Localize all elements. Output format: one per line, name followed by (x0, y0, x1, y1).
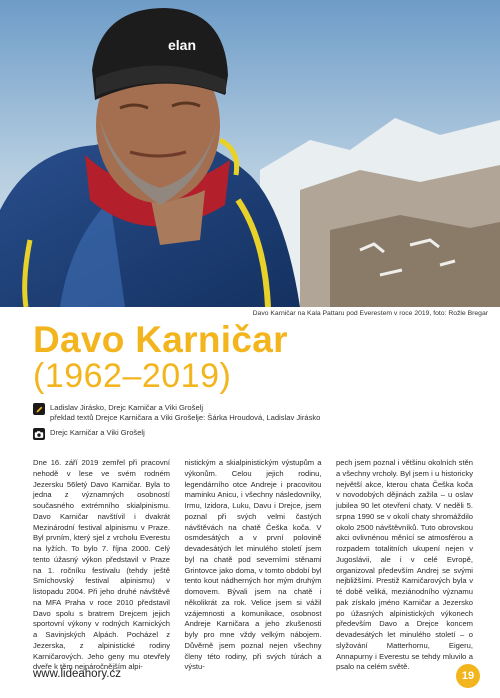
pen-icon (33, 403, 45, 415)
body-column-1: Dne 16. září 2019 zemřel při pracovní nehodě v lese ve svém rodném Jezersku 56letý Davo Karničar. Byla to jedna z významných osobností současného extrémního skialpinismu. Davo Karničar navštívil i dvakrát Mezinárodní festival alpinismu v Praze. Byl prvním, který sjel z vrcholu Everestu na lyžích. To bylo 7. října 2000. Celý tento úžasný výkon představil v Praze na 1. ročníku festivalu (tehdy ještě Smíchovský festival alpinismu) v listopadu 2004. Při jeho druhé návštěvě na MFA Praha v roce 2010 představil Davo spolu s bratrem Drejcem jejich sportovní výkony v rodných Karnických a Savinjských Alpách. Pocházel z Jezerska, z alpinistické rodiny Karničarových. Jeho geny mu otevřely dveře k těm nejnáročnějším alpi- (33, 458, 170, 672)
hat-logo: elan (168, 37, 197, 53)
page-number-badge: 19 (456, 664, 480, 688)
photo-credit (33, 428, 473, 440)
author-credit-text: Ladislav Jirásko, Drejc Karničar a Viki Grošelj překlad textů Drejce Karničara a Viki Grošelje: Šárka Hroudová, Ladislav Jirásko (50, 403, 321, 423)
article-title: Davo Karničar (33, 319, 288, 360)
hero-photo (0, 0, 500, 307)
article-years: (1962–2019) (33, 357, 232, 395)
photo-credit-text: Drejc Karničar a Viki Grošelj (50, 428, 145, 438)
article-body (33, 458, 473, 680)
camera-icon (33, 428, 45, 440)
body-column-3: pech jsem poznal i většinu okolních stěn a všechny vrcholy. Byl jsem i u historicky největší akce, kterou chata Češka koča v novodobých dějinách zažila – u oslav jubilea 90 let otevření chaty. V neděli 5. srpna 1990 se v okolí chaty shromáždilo okolo 2500 návštěvníků. Tuto obrovskou akci ovlivnénou měnící se atmosférou a rozpadem totalitních ukupení nejen v Jugoslávii, ale i v celé Evropě, organizoval především Andrej se svými nejbližšími. Prestiž Karničarových byla v té době veliká, meziánodního významu pak získalo jméno Karničar a Jezersko po úžasných alpinistických výkonech především Davo a Drejce koncem devadesátých let minulého století – o slyžování Matterhornu, Eigeru, Annapurny i Everestu se tehdy mluvilo a psalo na celém světě. (336, 458, 473, 672)
photo-caption: Davo Karničar na Kala Pattaru pod Everestem v roce 2019, foto: Rožle Bregar (252, 310, 488, 317)
author-credit (33, 403, 473, 423)
footer-url[interactable]: www.lideahory.cz (33, 668, 121, 680)
credits-block (33, 403, 473, 440)
portrait-illustration (0, 0, 500, 307)
body-column-2: nistickým a skialpinistickým výstupům a výkonům. Celou jejich rodinu, legendárního otce Andreje i pracovitou maminku Anicu, i všechny následovníky, Irmu, Izidora, Luku, Davu i Drejce, jsem poznal při svých velmi častých návštěvách na chatě Češka koča. V osmdesátých a v první polovině devadesátých let minulého století jsem byl na chatě pod severními stěnami Grintovce jako doma, v tomto období byl tento kout nádherných hor mým druhým domovem. Bývali jsem na chatě i několikrát za rok. Velice jsem si vážil vzájemnosti a komunikace, osobnost Andreje Karničara a jeho zkušenosti byly pro mne vždy velkým nábojem. Důvěrně jsem poznal nejen všechny členy této rodiny, při svých túrách a výstu- (184, 458, 322, 672)
